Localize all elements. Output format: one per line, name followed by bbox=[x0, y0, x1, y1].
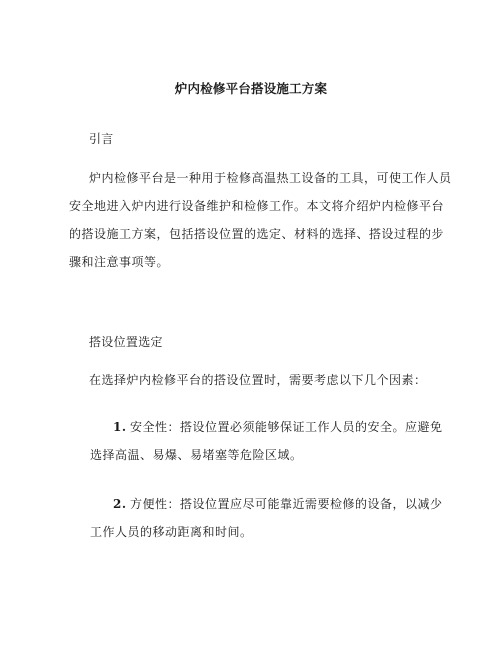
list-number: 2. bbox=[113, 497, 127, 511]
intro-line-1: 炉内检修平台是一种用于检修高温热工设备的工具，可使工作人员 bbox=[89, 171, 452, 185]
intro-line-2: 安全地进入炉内进行设备维护和检修工作。本文将介绍炉内检修平台 bbox=[69, 199, 445, 213]
section-intro-paragraph bbox=[69, 371, 439, 389]
section-heading-location: 搭设位置选定 bbox=[89, 335, 163, 349]
list-item-safety bbox=[80, 413, 443, 469]
list-item-convenience bbox=[80, 490, 443, 546]
intro-line-3: 的搭设施工方案，包括搭设位置的选定、材料的选择、搭设过程的步 bbox=[69, 227, 445, 241]
list-text-line-1: 方便性：搭设位置应尽可能靠近需要检修的设备，以减少 bbox=[130, 497, 443, 511]
list-text-line-2: 工作人员的移动距离和时间。 bbox=[90, 525, 253, 539]
list-text-line-2: 选择高温、易爆、易堵塞等危险区域。 bbox=[90, 448, 303, 462]
intro-paragraph bbox=[69, 164, 452, 276]
intro-heading: 引言 bbox=[89, 132, 114, 146]
section-intro-line: 在选择炉内检修平台的搭设位置时，需要考虑以下几个因素： bbox=[89, 373, 427, 387]
document-title: 炉内检修平台搭设施工方案 bbox=[174, 81, 328, 96]
list-text-line-1: 安全性：搭设位置必须能够保证工作人员的安全。应避免 bbox=[130, 420, 443, 434]
list-number: 1. bbox=[113, 420, 127, 434]
intro-line-4: 骤和注意事项等。 bbox=[69, 255, 170, 269]
